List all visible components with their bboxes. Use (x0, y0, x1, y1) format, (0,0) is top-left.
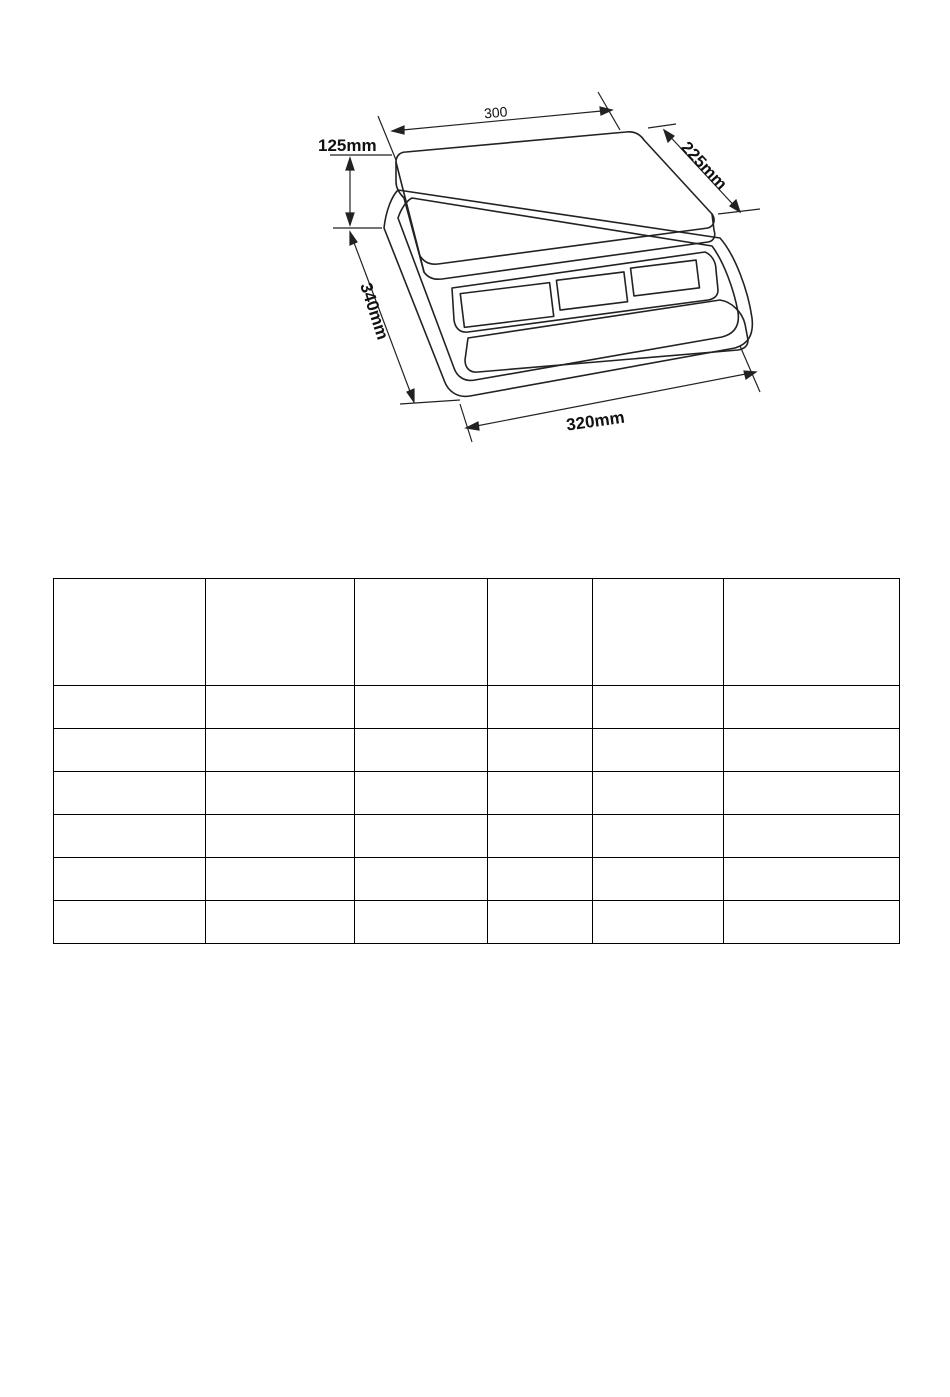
header-cell (54, 579, 206, 686)
header-cell (206, 579, 355, 686)
header-cell (593, 579, 724, 686)
table-cell (355, 901, 488, 944)
table-cell (724, 772, 900, 815)
weighing-platter (396, 132, 714, 264)
header-cell (355, 579, 488, 686)
table-header-row (54, 579, 900, 686)
table-cell (206, 686, 355, 729)
dim-label-top-length: 300 (483, 103, 509, 122)
display-window-total (631, 260, 700, 296)
table-cell (54, 772, 206, 815)
table-cell (488, 772, 593, 815)
keypad-panel (465, 300, 748, 372)
table-cell (54, 901, 206, 944)
display-window-price (556, 272, 627, 310)
table-cell (488, 729, 593, 772)
spec-table (53, 578, 900, 944)
dim-label-base-depth: 340mm (356, 280, 393, 342)
table-cell (593, 729, 724, 772)
table-cell (724, 901, 900, 944)
table-cell (593, 686, 724, 729)
table-cell (54, 729, 206, 772)
table-cell (355, 729, 488, 772)
table-cell (724, 858, 900, 901)
table-row (54, 815, 900, 858)
table-cell (206, 858, 355, 901)
table-cell (724, 686, 900, 729)
table-cell (724, 729, 900, 772)
table-cell (206, 772, 355, 815)
table-row (54, 772, 900, 815)
table-cell (355, 772, 488, 815)
table-cell (593, 772, 724, 815)
display-window-weight (460, 283, 553, 328)
table-cell (355, 815, 488, 858)
table-cell (593, 815, 724, 858)
table-cell (724, 815, 900, 858)
table-cell (206, 901, 355, 944)
table-cell (206, 815, 355, 858)
scale-dimension-drawing (300, 88, 770, 450)
table-cell (593, 901, 724, 944)
table-row (54, 858, 900, 901)
table-row (54, 686, 900, 729)
table-cell (488, 815, 593, 858)
dim-label-height: 125mm (318, 136, 377, 155)
dim-label-platter-depth: 225mm (677, 137, 731, 194)
header-cell (724, 579, 900, 686)
table-cell (488, 686, 593, 729)
table-cell (54, 858, 206, 901)
scale-base-outline (384, 190, 752, 396)
dim-label-base-width: 320mm (565, 407, 626, 435)
table-cell (488, 858, 593, 901)
table-cell (355, 686, 488, 729)
table-cell (54, 686, 206, 729)
table-row (54, 901, 900, 944)
table-cell (355, 858, 488, 901)
table-cell (488, 901, 593, 944)
table-row (54, 729, 900, 772)
header-cell (488, 579, 593, 686)
scale-diagram-svg (300, 88, 770, 450)
table-cell (593, 858, 724, 901)
table-cell (54, 815, 206, 858)
table-cell (206, 729, 355, 772)
